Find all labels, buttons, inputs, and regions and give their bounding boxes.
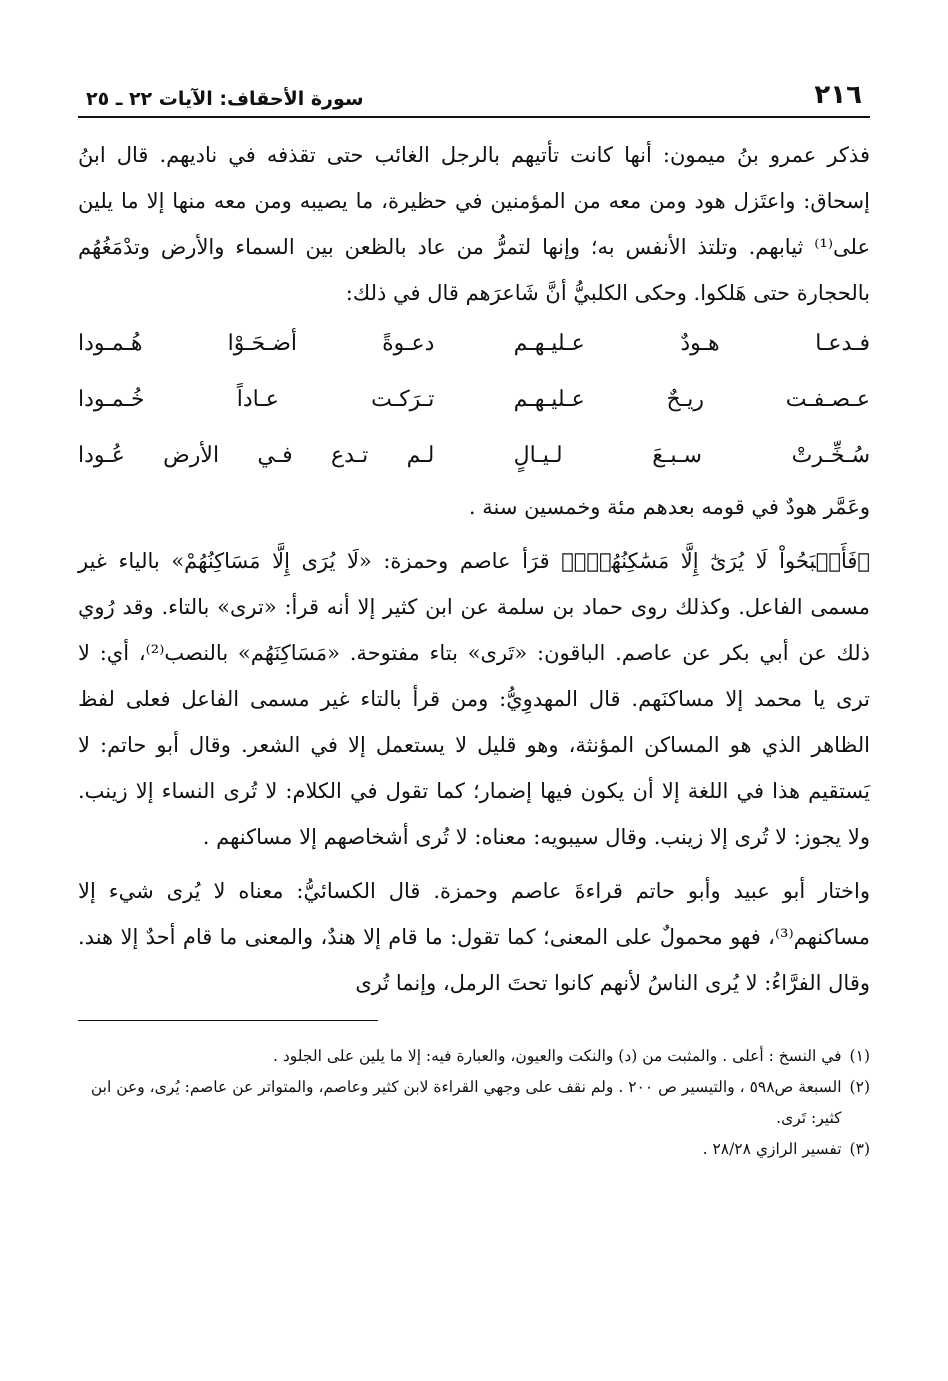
page-number: ٢١٦ [814, 80, 862, 110]
verse-1-first-hemistich: فـدعـا هـودٌ عـليـهـم [513, 331, 870, 356]
verse-2-second-hemistich: تـرَكـت عـاداً خُـمـودا [78, 387, 435, 412]
footnotes [78, 1041, 870, 1165]
verse-2-first-hemistich: عـصـفـت ريـحٌ عـليـهـم [513, 387, 870, 412]
footnote-3-mark: (٣) [849, 1140, 870, 1158]
page-header [78, 78, 870, 118]
paragraph-3: ﴿فَأَصۡبَحُواْ لَا يُرَىٰٓ إِلَّا مَسَٰكِنُهُمۡۚ﴾ قرَأ عاصم وحمزة: «لَا يُرَى إِلَّا مَسَاكِنُهُمْ» بالياء غير مسمى الفاعل. وكذلك روى حماد بن سلمة عن ابن كثير إلا أنه قرأ: «ترى» بالتاء. وقد رُوي ذلك عن أبي بكر عن عاصم. الباقون: «تَرى» بتاء مفتوحة. «مَسَاكِنَهُم» بالنصب⁽²⁾، أي: لا ترى يا محمد إلا مساكنَهم. قال المهدوِيُّ: ومن قرأ بالتاء غير مسمى الفاعل فعلى لفظ الظاهر الذي هو المساكن المؤنثة، وهو قليل لا يستعمل إلا في الشعر. وقال أبو حاتم: لا يَستقيم هذا في اللغة إلا أن يكون فيها إضمار؛ كما تقول في الكلام: لا تُرى النساء إلا زينب. ولا يجوز: لا تُرى إلا زينب. وقال سيبويه: معناه: لا تُرى أشخاصهم إلا مساكنهم . [78, 549, 871, 849]
verse-3-second-hemistich: لـم تـدع فـي الأرض عُـودا [78, 443, 435, 468]
footnote-divider [78, 1020, 378, 1021]
verse-2 [78, 372, 870, 428]
verse-3 [78, 428, 870, 484]
footnote-2 [78, 1072, 870, 1134]
verse-1-second-hemistich: دعـوةً أضـحَـوْا هُـمـودا [78, 331, 435, 356]
footnote-2-text: السبعة ص٥٩٨ ، والتيسير ص ٢٠٠ . ولم نقف على وجهي القراءة لابن كثير وعاصم، والمتواتر عن عاصم: يُرى، وعن ابن كثير: تَرى. [90, 1078, 842, 1127]
footnote-3 [78, 1134, 870, 1165]
main-text [78, 132, 870, 1006]
verse-3-first-hemistich: سُـخِّـرتْ سـبـعَ لـيـالٍ [513, 443, 870, 468]
footnote-1 [78, 1041, 870, 1072]
footnote-1-mark: (١) [849, 1047, 870, 1065]
footnote-3-text: تفسير الرازي ٢٨/٢٨ . [702, 1140, 842, 1158]
footnote-1-text: في النسخ : أعلى . والمثبت من (د) والنكت والعيون، والعبارة فيه: إلا ما يلين على الجلود . [272, 1047, 842, 1065]
paragraph-1: فذكر عمرو بنُ ميمون: أنها كانت تأتيهم بالرجل الغائب حتى تقذفه في ناديهم. قال ابنُ إسحاق: واعتَزل هود ومن معه من المؤمنين في حظيرة، ما يصيبه ومن معه منها إلا ما يلين على⁽¹⁾ ثيابهم. وتلتذ الأنفس به؛ وإنها لتمرُّ من عاد بالظعن بين السماء والأرض وتدْمَغُهُم بالحجارة حتى هَلكوا. وحكى الكلبيُّ أنَّ شَاعرَهم قال في ذلك: [78, 143, 870, 305]
paragraph-2: وعَمَّر هودٌ في قومه بعدهم مئة وخمسين سنة . [468, 495, 870, 519]
verse-1 [78, 316, 870, 372]
paragraph-4: واختار أبو عبيد وأبو حاتم قراءةَ عاصم وحمزة. قال الكسائيُّ: معناه لا يُرى شيء إلا مساكنهم⁽³⁾، فهو محمولٌ على المعنى؛ كما تقول: ما قام إلا هندٌ، والمعنى ما قام أحدٌ إلا هند. وقال الفرَّاءُ: لا يُرى الناسُ لأنهم كانوا تحتَ الرمل، وإنما تُرى [78, 879, 870, 995]
running-title: سورة الأحقاف: الآيات ٢٢ ـ ٢٥ [86, 88, 364, 110]
footnote-2-mark: (٢) [849, 1078, 870, 1096]
poem-verses [78, 316, 870, 484]
